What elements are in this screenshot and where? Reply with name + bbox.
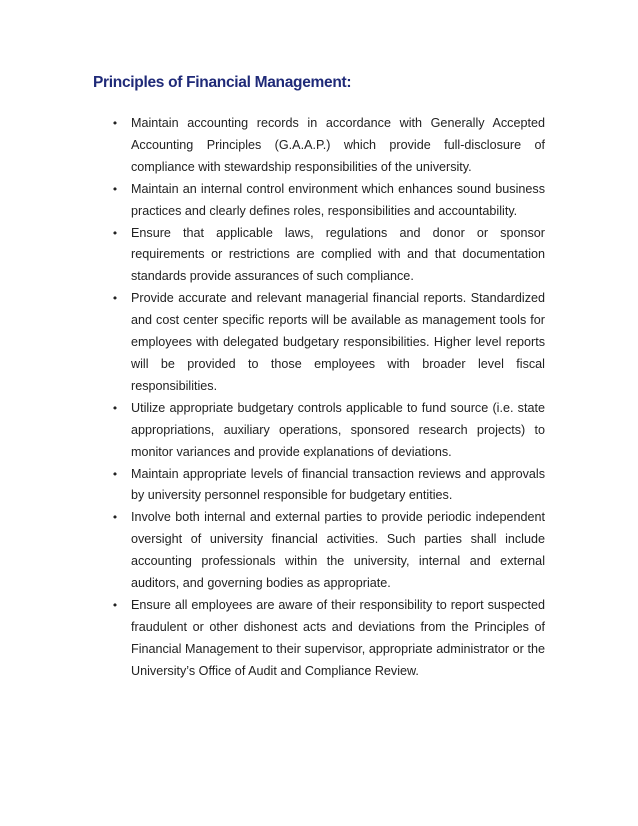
list-item-text: Maintain an internal control environment which enhances sound business practices and clearly defines roles, responsibilities and accountability.	[131, 181, 545, 218]
bullet-icon: •	[111, 182, 119, 196]
list-item	[111, 464, 545, 508]
list-item	[111, 398, 545, 464]
list-item-text: Utilize appropriate budgetary controls applicable to fund source (i.e. state appropriations, auxiliary operations, sponsored research projects) to monitor variances and provide explanations of deviations.	[131, 400, 545, 459]
bullet-icon: •	[111, 598, 119, 612]
list-item-text: Ensure that applicable laws, regulations and donor or sponsor requirements or restrictions are complied with and that documentation standards provide assurances of such compliance.	[131, 225, 545, 284]
list-item-text: Maintain appropriate levels of financial transaction reviews and approvals by university personnel responsible for budgetary entities.	[131, 466, 545, 503]
list-item	[111, 288, 545, 398]
list-item-text: Ensure all employees are aware of their responsibility to report suspected fraudulent or other dishonest acts and deviations from the Principles of Financial Management to their supervisor, appropriate administrator or the University’s Office of Audit and Compliance Review.	[131, 597, 545, 678]
bullet-icon: •	[111, 401, 119, 415]
bullet-icon: •	[111, 467, 119, 481]
list-item	[111, 507, 545, 595]
bullet-icon: •	[111, 117, 119, 130]
bullet-icon: •	[111, 226, 119, 240]
page-title: Principles of Financial Management:	[93, 74, 352, 91]
principles-list	[111, 113, 545, 683]
list-item	[111, 113, 545, 179]
list-item-text: Provide accurate and relevant managerial financial reports. Standardized and cost center specific reports will be available as management tools for employees with delegated budgetary responsibilities. Higher level reports will be provided to those employees with broader level fiscal responsibilities.	[131, 291, 545, 393]
list-item	[111, 179, 545, 223]
list-item	[111, 595, 545, 683]
list-item-text: Maintain accounting records in accordance with Generally Accepted Accounting Principles (G.A.A.P.) which provide full-disclosure of compliance with stewardship responsibilities of the university.	[131, 116, 545, 174]
list-item	[111, 223, 545, 289]
list-item-text: Involve both internal and external parties to provide periodic independent oversight of university financial activities. Such parties shall include accounting professionals within the university, internal and external auditors, and governing bodies as appropriate.	[131, 510, 545, 591]
bullet-icon: •	[111, 511, 119, 525]
bullet-icon: •	[111, 292, 119, 306]
